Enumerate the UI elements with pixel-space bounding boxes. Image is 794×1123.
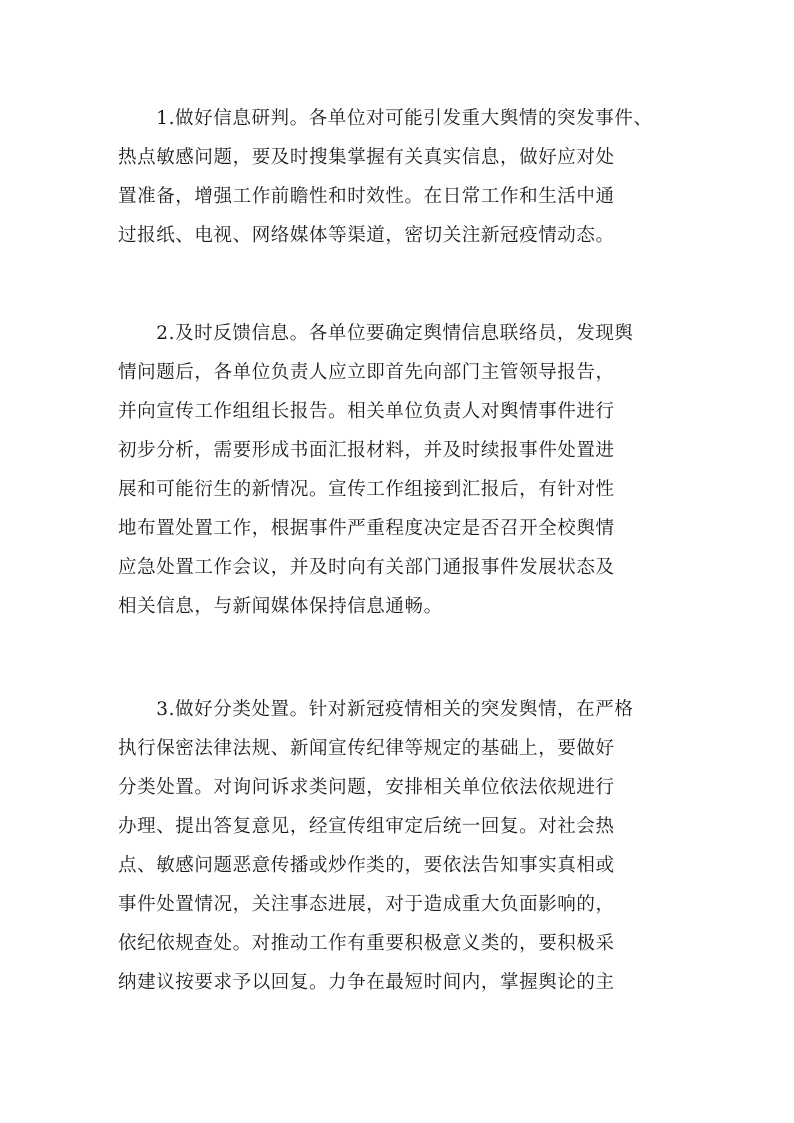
paragraph-line: 置准备，增强工作前瞻性和时效性。在日常工作和生活中通 [118, 186, 615, 207]
paragraph-line: 1.做好信息研判。各单位对可能引发重大舆情的突发事件、 [118, 108, 653, 129]
paragraph-line: 2.及时反馈信息。各单位要确定舆情信息联络员，发现舆 [118, 323, 634, 344]
paragraph-3-classified-handling [118, 690, 698, 1002]
paragraph-line: 地布置处置工作，根据事件严重程度决定是否召开全校舆情 [118, 518, 615, 539]
paragraph-line: 3.做好分类处置。针对新冠疫情相关的突发舆情，在严格 [118, 699, 634, 720]
paragraph-line: 并向宣传工作组组长报告。相关单位负责人对舆情事件进行 [118, 401, 615, 422]
paragraph-line: 展和可能衍生的新情况。宣传工作组接到汇报后，有针对性 [118, 479, 615, 500]
paragraph-line: 办理、提出答复意见，经宣传组审定后统一回复。对社会热 [118, 816, 615, 837]
paragraph-1-information-analysis [118, 99, 698, 255]
paragraph-line: 点、敏感问题恶意传播或炒作类的，要依法告知事实真相或 [118, 855, 615, 876]
paragraph-line: 初步分析，需要形成书面汇报材料，并及时续报事件处置进 [118, 440, 615, 461]
paragraph-line: 执行保密法律法规、新闻宣传纪律等规定的基础上，要做好 [118, 738, 615, 759]
paragraph-line: 过报纸、电视、网络媒体等渠道，密切关注新冠疫情动态。 [118, 225, 615, 246]
paragraph-line: 应急处置工作会议，并及时向有关部门通报事件发展状态及 [118, 557, 615, 578]
paragraph-line: 热点敏感问题，要及时搜集掌握有关真实信息，做好应对处 [118, 147, 615, 168]
paragraph-2-timely-feedback [118, 314, 698, 626]
paragraph-line: 分类处置。对询问诉求类问题，安排相关单位依法依规进行 [118, 777, 615, 798]
paragraph-line: 依纪依规查处。对推动工作有重要积极意义类的，要积极采 [118, 933, 615, 954]
paragraph-line: 事件处置情况，关注事态进展，对于造成重大负面影响的， [118, 894, 615, 915]
paragraph-line: 纳建议按要求予以回复。力争在最短时间内，掌握舆论的主 [118, 972, 615, 993]
paragraph-line: 相关信息，与新闻媒体保持信息通畅。 [118, 596, 443, 617]
paragraph-line: 情问题后，各单位负责人应立即首先向部门主管领导报告， [118, 362, 615, 383]
